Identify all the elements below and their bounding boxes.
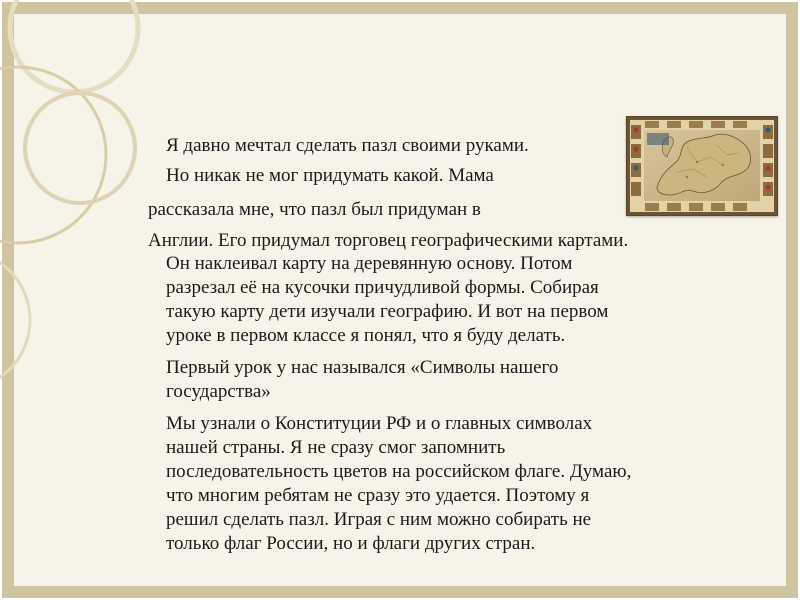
story-line-11: Мы узнали о Конституции РФ и о главных символах — [166, 413, 593, 434]
story-line-6: разрезал её на кусочки причудливой формы. Собирая — [166, 277, 599, 298]
story-line-1: Я давно мечтал сделать пазл своими руками. — [166, 135, 529, 156]
story-line-12: нашей страны. Я не сразу смог запомнить — [166, 437, 506, 458]
story-line-2: Но никак не мог придумать какой. Мама — [166, 165, 494, 186]
story-line-9: Первый урок у нас назывался «Символы нашего — [166, 357, 559, 378]
story-line-3: рассказала мне, что пазл был придуман в — [148, 199, 481, 220]
story-line-14: что многим ребятам не сразу это удается. Поэтому я — [166, 485, 590, 506]
story-line-4: Англии. Его придумал торговец географическими картами. — [148, 230, 629, 251]
story-line-16: только флаг России, но и флаги других стран. — [166, 533, 536, 554]
story-line-8: уроке в первом классе я понял, что я буду делать. — [166, 325, 566, 346]
story-line-15: решил сделать пазл. Играя с ним можно собирать не — [166, 509, 592, 530]
story-line-5: Он наклеивал карту на деревянную основу. Потом — [166, 253, 573, 274]
old-map-of-europe-icon — [626, 116, 778, 216]
story-line-7: такую карту дети изучали географию. И вот на первом — [166, 301, 609, 322]
story-line-13: последовательность цветов на российском флаге. Думаю, — [166, 461, 632, 482]
story-line-10: государства» — [166, 381, 271, 402]
